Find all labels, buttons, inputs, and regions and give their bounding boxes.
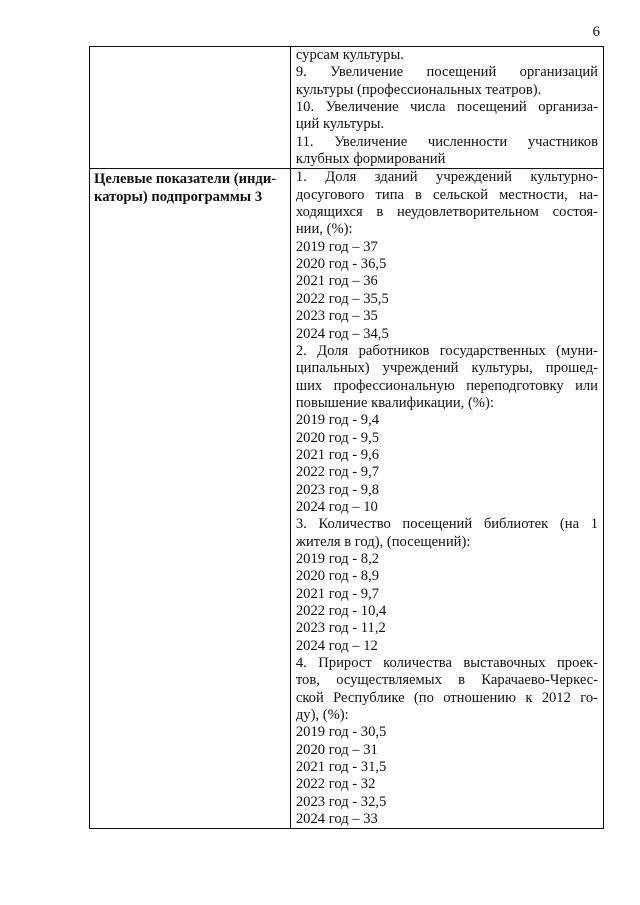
text-line: 2024 год – 10	[295, 498, 378, 515]
text-line: 2020 год - 8,9	[295, 568, 380, 585]
text-line: ходящихся в неудовлетворительном состоя-	[295, 204, 598, 221]
row1-content-cell	[290, 47, 603, 169]
text-line: 2022 год - 9,7	[295, 464, 380, 481]
table-row	[90, 47, 604, 169]
text-line: досугового типа в сельской местности, на-	[295, 186, 598, 203]
text-line: 2023 год - 11,2	[295, 620, 386, 637]
text-line: сурсам культуры.	[295, 47, 404, 63]
text-line: 3. Количество посещений библиотек (на 1	[295, 516, 598, 533]
text-line: 2021 год - 9,6	[295, 446, 380, 463]
text-line: 2022 год - 32	[295, 776, 376, 793]
text-line: 1. Доля зданий учреждений культурно-	[295, 169, 598, 186]
row2-label-line: Целевые показатели (инди-	[94, 171, 277, 188]
text-line: 2023 год - 9,8	[295, 481, 380, 498]
text-line: жителя в год), (посещений):	[295, 533, 471, 550]
text-line: 2019 год - 8,2	[295, 550, 380, 567]
text-line: 2024 год – 34,5	[295, 325, 389, 342]
text-line: тов, осуществляемых в Карачаево-Черкес-	[295, 672, 598, 689]
text-line: 2019 год - 9,4	[295, 412, 380, 429]
text-line: 2022 год - 10,4	[295, 603, 387, 619]
text-line: 2021 год - 9,7	[295, 585, 380, 602]
text-line: 2024 год – 12	[295, 637, 378, 654]
text-line: ской Республике (по отношению к 2012 го-	[295, 689, 598, 706]
text-line: ших профессиональную переподготовку или	[295, 377, 598, 394]
text-line: 10. Увеличение числа посещений организа-	[295, 99, 598, 116]
text-line: 2019 год – 37	[295, 238, 378, 255]
text-line: 2021 год - 31,5	[295, 759, 387, 776]
text-line: 2021 год – 36	[295, 273, 378, 290]
text-line: 2023 год - 32,5	[295, 793, 387, 810]
page-number: 6	[592, 24, 600, 40]
text-line: 2019 год - 30,5	[295, 724, 387, 741]
text-line: 2020 год - 9,5	[295, 429, 380, 446]
table-row	[90, 169, 604, 829]
text-line: 2020 год - 36,5	[295, 256, 387, 273]
text-line: повышение квалификации, (%):	[295, 394, 494, 411]
text-line: 2023 год – 35	[295, 308, 378, 325]
text-line: нии, (%):	[295, 221, 353, 238]
text-line: культуры (профессиональных театров).	[295, 81, 542, 98]
row2-label-cell	[90, 169, 291, 829]
text-line: клубных формирований	[295, 151, 446, 168]
passport-table	[89, 46, 604, 829]
text-line: 2022 год – 35,5	[295, 290, 389, 307]
text-line: 2. Доля работников государственных (муни-	[295, 342, 598, 359]
text-line: 11. Увеличение численности участников	[295, 133, 598, 150]
text-line: ципальных) учреждений культуры, прошед-	[295, 360, 598, 377]
row2-label-line: каторы) подпрограммы 3	[94, 188, 263, 205]
text-line: ду), (%):	[295, 707, 349, 724]
text-line: 4. Прирост количества выставочных проек-	[295, 655, 598, 672]
text-line: ций культуры.	[295, 116, 385, 133]
row2-content-cell	[290, 169, 603, 829]
row1-label-cell	[90, 47, 291, 169]
text-line: 2020 год – 31	[295, 741, 378, 758]
text-line: 2024 год – 33	[295, 811, 378, 828]
text-line: 9. Увеличение посещений организаций	[295, 64, 598, 81]
